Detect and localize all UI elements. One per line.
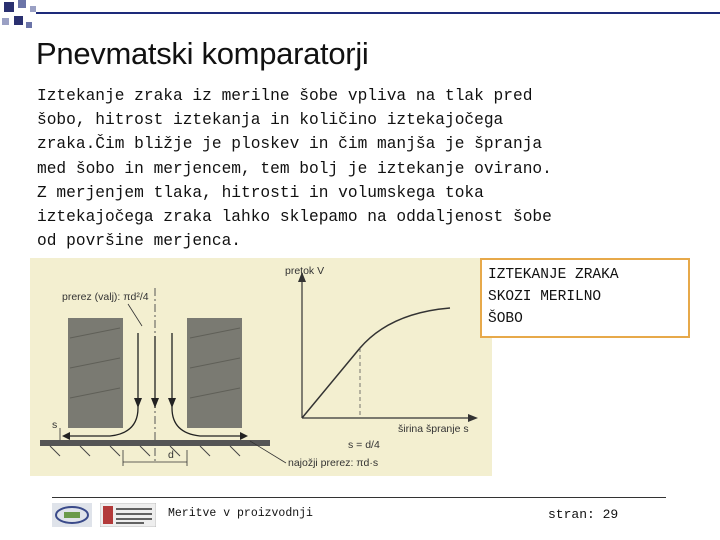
title-rule [36,12,720,14]
footer-course-title: Meritve v proizvodnji [168,507,313,520]
sirina-label: širina špranje s [398,423,469,435]
lab-logo-icon [52,503,92,527]
faculty-logo-icon [100,503,156,527]
najozji-label: najožji prerez: πd·s [288,457,379,469]
figure-drawing [30,258,492,476]
body-paragraph: Iztekanje zraka iz merilne šobe vpliva na tlak pred šobo, hitrost iztekanja in količino iztekajočega zraka.Čim bližje je ploskev in čim manjša je špranja med šobo in merjencem, tem bolj je iztekanje ovirano. Z merjenjem tlaka, hitrosti in volumskega toka iztekajočega zraka lahko sklepamo na oddaljenost šobe od površine merjenca. [37,87,552,251]
s-equation-label: s = d/4 [348,439,380,451]
pretok-label: pretok V [285,265,325,277]
flow-curve [302,308,450,418]
callout-box: IZTEKANJE ZRAKA SKOZI MERILNO ŠOBO [480,258,690,338]
d-dimension-label: d [168,449,174,461]
workpiece-hatching [50,446,240,456]
corner-decoration [0,0,60,40]
footer-page-number: stran: 29 [548,507,619,522]
nozzle-wall-right [187,318,242,428]
flow-graph-axes [302,280,470,418]
footer-rule [52,497,666,498]
s-dimension-label: s [52,419,58,431]
slide-title: Pnevmatski komparatorji [36,36,369,71]
nozzle-flow-figure [30,258,492,476]
prerez-label: prerez (valj): πd²/4 [62,291,149,303]
nozzle-wall-left [68,318,123,428]
